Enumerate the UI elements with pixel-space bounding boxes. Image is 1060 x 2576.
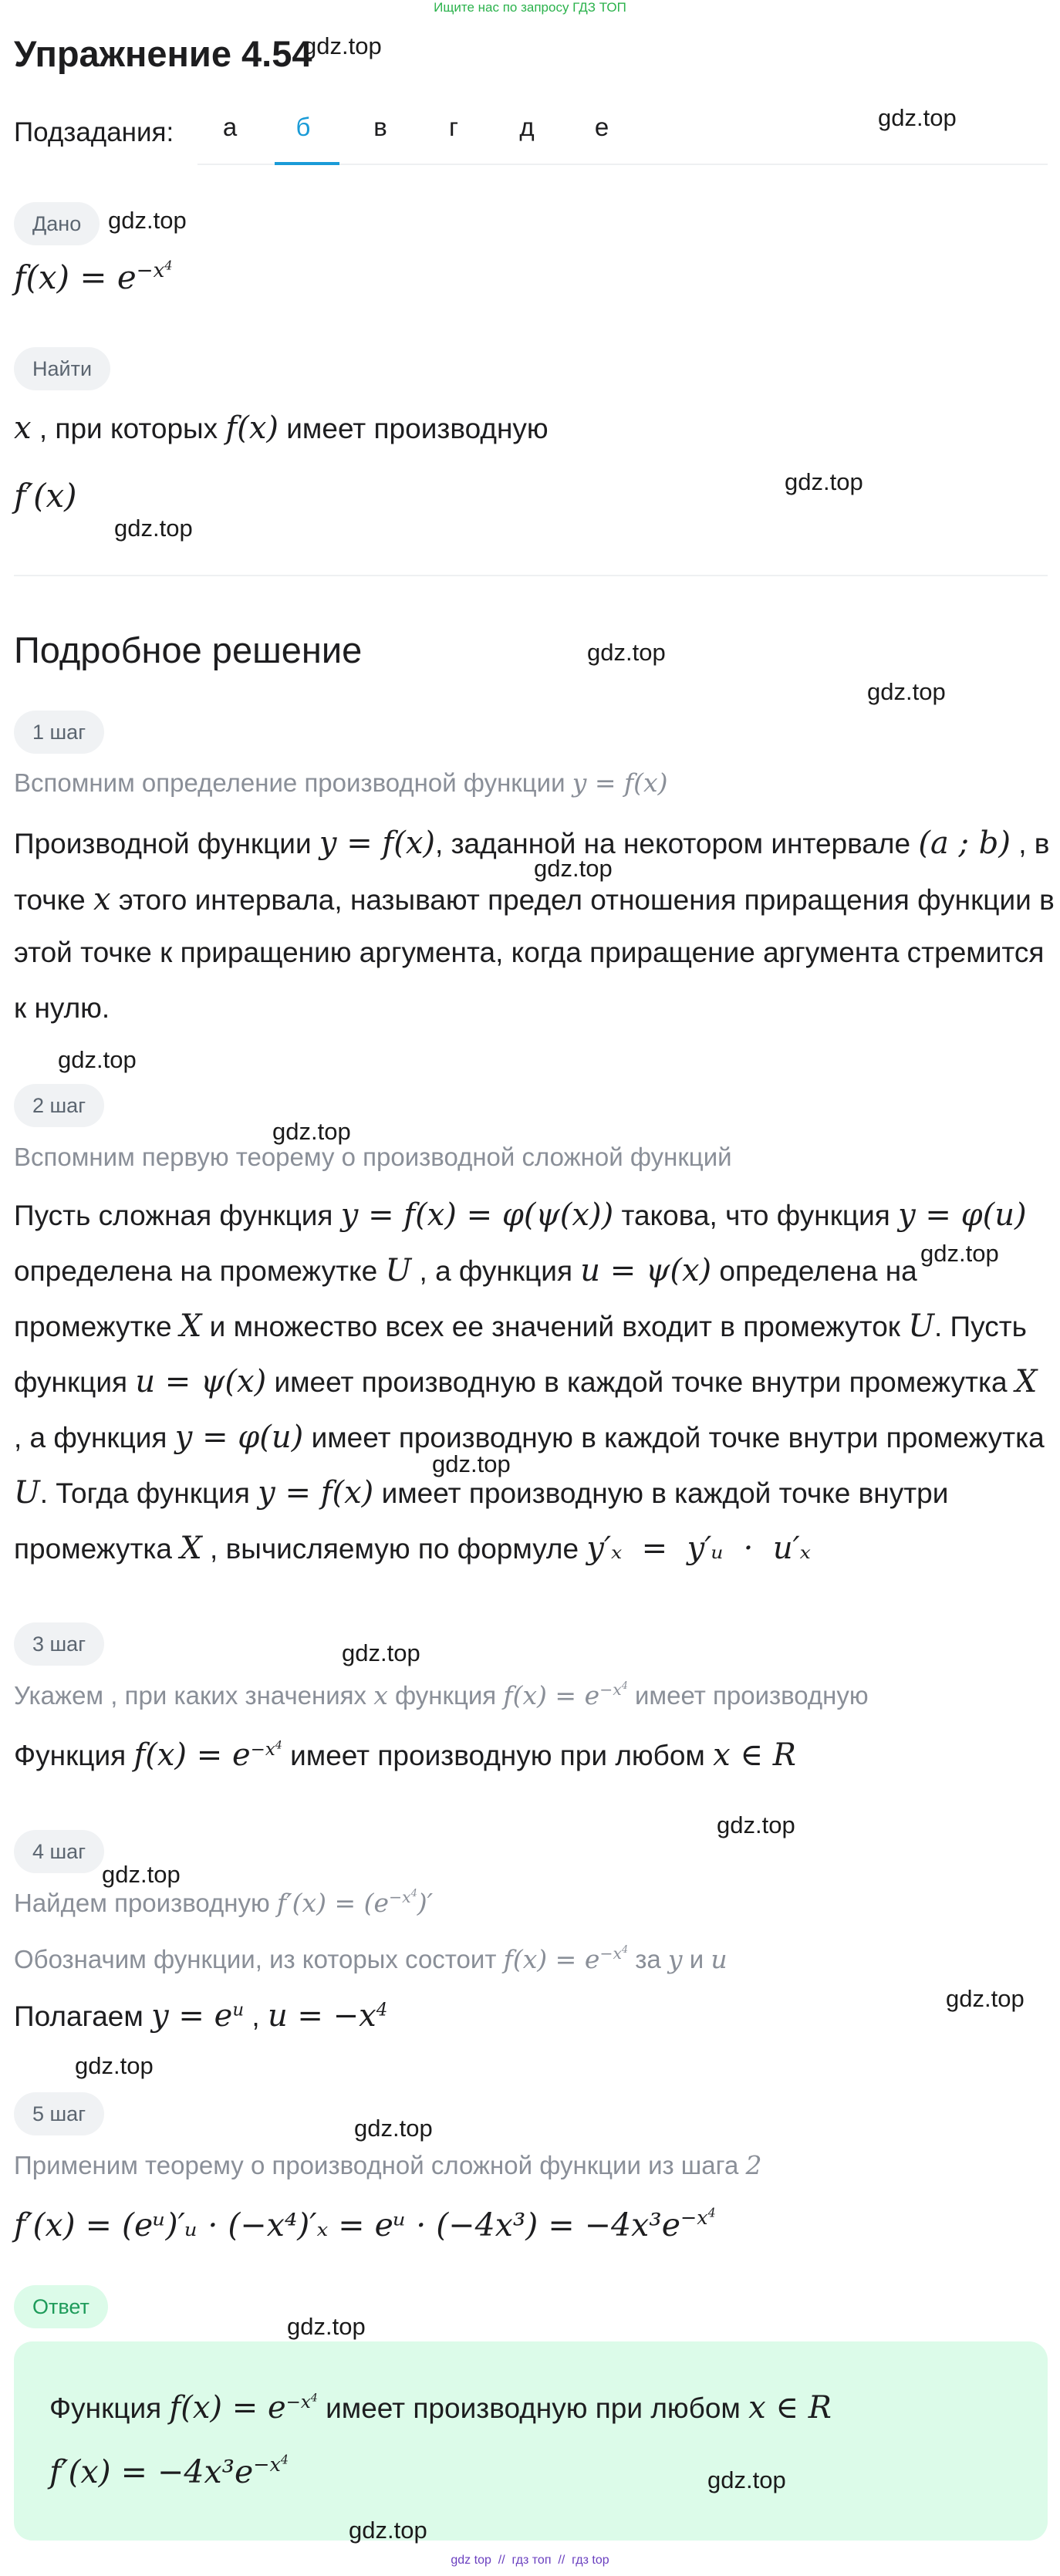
step-3-badge: 3 шаг (14, 1622, 104, 1666)
watermark: gdz.top (717, 1811, 795, 1838)
tab-a[interactable]: а (222, 113, 238, 141)
watermark: gdz.top (946, 1985, 1025, 2012)
watermark: gdz.top (287, 2313, 366, 2340)
watermark: gdz.top (354, 2115, 433, 2142)
watermark: gdz.top (114, 515, 193, 542)
step-1-badge: 1 шаг (14, 711, 104, 754)
watermark: gdz.top (75, 2052, 154, 2079)
tab-v[interactable]: в (373, 113, 387, 141)
tab-d[interactable]: д (519, 113, 535, 141)
given-formula: $f(x) = e^{-x^4}$ (14, 258, 173, 296)
top-banner[interactable]: Ищите нас по запросу ГДЗ ТОП (434, 0, 626, 15)
step-2-line-3: промежутке X и множество всех ее значений входит в промежуток U. Пусть (14, 1308, 1027, 1344)
step-3-line: Функция $f(x) = e^{-x^4}$ имеет производную при любом x ∈ R (14, 1737, 796, 1773)
answer-box (14, 2341, 1048, 2541)
step-4-badge: 4 шаг (14, 1830, 104, 1873)
watermark: gdz.top (272, 1118, 351, 1145)
step-2-line-7: промежутка X , вычисляемую по формуле y′ₓ = y′ᵤ · u′ₓ (14, 1531, 811, 1566)
answer-line-1: Функция $f(x) = e^{-x^4}$ имеет производную при любом x ∈ R (49, 2390, 832, 2426)
watermark: gdz.top (587, 639, 666, 666)
tab-e[interactable]: е (594, 113, 609, 141)
step-3-hint: Укажем , при каких значениях x функция $f(x) = e^{-x^4}$ имеет производную (14, 1680, 869, 1710)
watermark: gdz.top (108, 207, 187, 234)
step-2-badge: 2 шаг (14, 1084, 104, 1127)
watermark: gdz.top (303, 32, 382, 59)
step-1-line-4: к нулю. (14, 992, 110, 1024)
step-2-line-6: U. Тогда функция y = f(x) имеет производную в каждой точке внутри (14, 1475, 949, 1511)
find-line: x , при которых f(x) имеет производную (14, 410, 549, 446)
watermark: gdz.top (785, 468, 863, 495)
tab-b[interactable]: б (295, 113, 311, 141)
footer-links[interactable]: gdz top // гдз топ // гдз top (451, 2554, 609, 2567)
find-badge: Найти (14, 347, 110, 390)
find-formula: f′(x) (14, 477, 77, 515)
answer-badge: Ответ (14, 2285, 108, 2328)
step-2-line-2: определена на промежутке U , а функция u = ψ(x) определена на (14, 1253, 917, 1288)
active-tab-underline (275, 162, 339, 165)
step-2-line-4: функция u = ψ(x) имеет производную в каждой точке внутри промежутка X (14, 1364, 1038, 1399)
step-5-badge: 5 шаг (14, 2092, 104, 2135)
divider (14, 575, 1048, 576)
solution-title: Подробное решение (14, 630, 363, 670)
step-5-formula: f′(x) = (eᵘ)′ᵤ · (−x⁴)′ₓ = eᵘ · $(-4x^3) = -4x^3e^{-x^4}$ (14, 2205, 716, 2243)
watermark: gdz.top (342, 1639, 420, 1666)
watermark: gdz.top (707, 2466, 786, 2493)
step-1-hint: Вспомним определение производной функции y = f(x) (14, 768, 668, 798)
watermark: gdz.top (349, 2517, 427, 2544)
step-4-hint-2: Обозначим функции, из которых состоит $f(x) = e^{-x^4}$ за y и u (14, 1943, 727, 1974)
watermark: gdz.top (102, 1861, 181, 1888)
step-4-line: Полагаем $y = e^u$ , $u = -x^4$ (14, 1998, 388, 2034)
watermark: gdz.top (878, 104, 957, 131)
watermark: gdz.top (58, 1046, 137, 1073)
step-2-hint: Вспомним первую теорему о производной сложной функций (14, 1143, 732, 1171)
step-2-line-1: Пусть сложная функция y = f(x) = φ(ψ(x)) такова, что функция y = φ(u) (14, 1197, 1027, 1233)
subtasks-label: Подзадания: (14, 117, 174, 147)
watermark: gdz.top (534, 855, 613, 882)
given-badge: Дано (14, 202, 100, 245)
answer-line-2: $f'(x) = -4x^3e^{-x^4}$ (49, 2452, 289, 2490)
tab-g[interactable]: г (448, 113, 459, 141)
step-1-line-1: Производной функции y = f(x), заданной на некотором интервале (a ; b) , в (14, 825, 1050, 861)
page-title: Упражнение 4.54 (14, 33, 312, 74)
step-5-hint: Применим теорему о производной сложной функции из шага 2 (14, 2150, 762, 2180)
watermark: gdz.top (432, 1450, 511, 1477)
step-1-line-2: точке x этого интервала, называют предел отношения приращения функции в (14, 882, 1055, 917)
step-2-line-5: , а функция y = φ(u) имеет производную в каждой точке внутри промежутка (14, 1420, 1045, 1455)
watermark: gdz.top (920, 1240, 999, 1267)
step-1-line-3: этой точке к приращению аргумента, когда приращение аргумента стремится (14, 937, 1045, 968)
step-4-hint-1: Найдем производную $f'(x) = (e^{-x^4})'$ (14, 1887, 434, 1918)
watermark: gdz.top (867, 678, 946, 705)
